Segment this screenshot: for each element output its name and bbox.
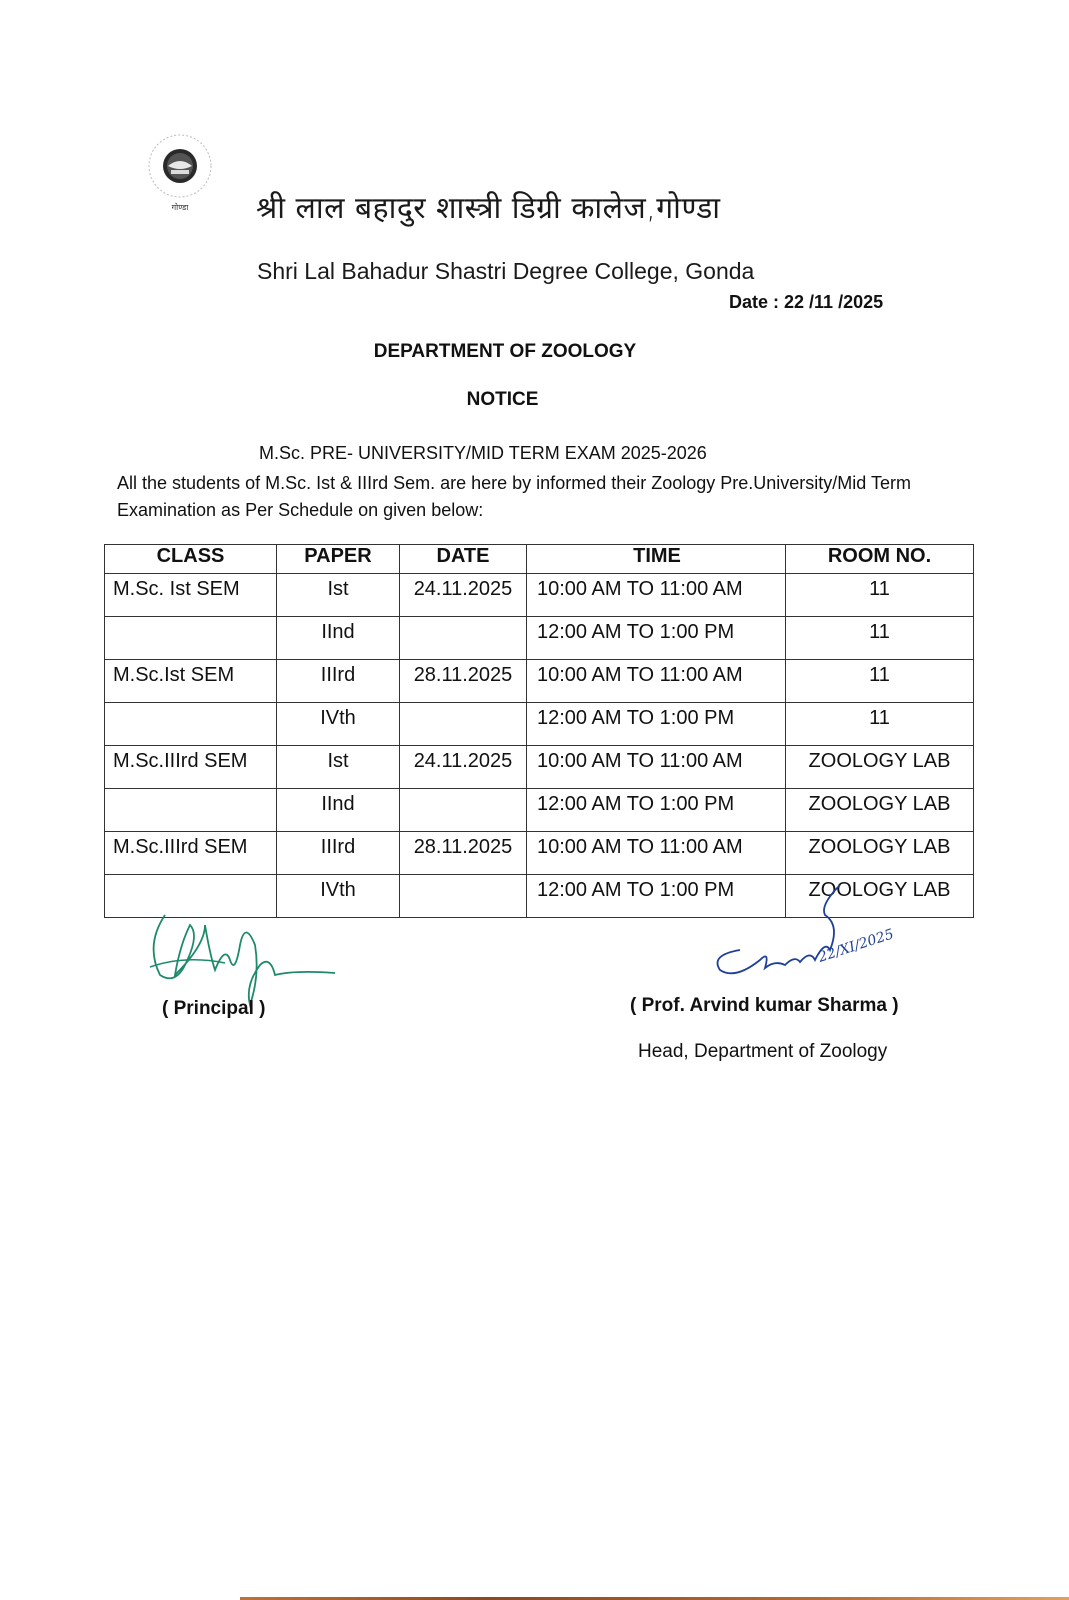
cell-class: M.Sc.IIIrd SEM xyxy=(105,832,277,875)
cell-time: 12:00 AM TO 1:00 PM xyxy=(527,789,786,832)
notice-date: Date : 22 /11 /2025 xyxy=(729,292,884,312)
cell-class: M.Sc.IIIrd SEM xyxy=(105,746,277,789)
cell-room: 11 xyxy=(786,617,974,660)
table-row xyxy=(105,703,974,746)
hod-signature-date: 22/XI/2025 xyxy=(816,926,896,966)
header-date: DATE xyxy=(400,545,527,574)
cell-date xyxy=(400,703,527,746)
cell-time: 10:00 AM TO 11:00 AM xyxy=(527,746,786,789)
cell-room: 11 xyxy=(786,574,974,617)
hod-title: Head, Department of Zoology xyxy=(638,1041,888,1062)
cell-date: 24.11.2025 xyxy=(400,574,527,617)
cell-paper: IInd xyxy=(277,617,400,660)
cell-time: 12:00 AM TO 1:00 PM xyxy=(527,703,786,746)
header-time: TIME xyxy=(527,545,786,574)
cell-time: 12:00 AM TO 1:00 PM xyxy=(527,875,786,918)
college-logo xyxy=(138,130,228,214)
hod-name: ( Prof. Arvind kumar Sharma ) xyxy=(630,995,899,1016)
cell-paper: IVth xyxy=(277,875,400,918)
exam-schedule-table xyxy=(104,544,974,918)
notice-heading: NOTICE xyxy=(466,389,539,410)
cell-class xyxy=(105,703,277,746)
cell-date: 28.11.2025 xyxy=(400,660,527,703)
header-room: ROOM NO. xyxy=(786,545,974,574)
cell-paper: IIIrd xyxy=(277,832,400,875)
logo-caption: गोण्डा xyxy=(171,203,189,212)
cell-room: ZOOLOGY LAB xyxy=(786,832,974,875)
cell-date: 24.11.2025 xyxy=(400,746,527,789)
cell-paper: IIIrd xyxy=(277,660,400,703)
cell-room: ZOOLOGY LAB xyxy=(786,789,974,832)
cell-paper: IVth xyxy=(277,703,400,746)
cell-date: 28.11.2025 xyxy=(400,832,527,875)
cell-paper: Ist xyxy=(277,746,400,789)
exam-title: M.Sc. PRE- UNIVERSITY/MID TERM EXAM 2025-2026 xyxy=(259,443,707,463)
table-row xyxy=(105,574,974,617)
table-row xyxy=(105,617,974,660)
header-class: CLASS xyxy=(105,545,277,574)
cell-date xyxy=(400,789,527,832)
table-row xyxy=(105,746,974,789)
table-row xyxy=(105,660,974,703)
cell-date xyxy=(400,875,527,918)
table-row xyxy=(105,789,974,832)
cell-room: 11 xyxy=(786,703,974,746)
cell-class xyxy=(105,789,277,832)
cell-class xyxy=(105,617,277,660)
cell-room: ZOOLOGY LAB xyxy=(786,746,974,789)
table-row xyxy=(105,832,974,875)
principal-label: ( Principal ) xyxy=(162,998,266,1019)
cell-class: M.Sc.Ist SEM xyxy=(105,660,277,703)
college-name-hindi: श्री लाल बहादुर शास्त्री डिग्री कालेज,गोण्डा xyxy=(256,191,721,226)
cell-time: 10:00 AM TO 11:00 AM xyxy=(527,832,786,875)
college-name-english: Shri Lal Bahadur Shastri Degree College, Gonda xyxy=(257,258,755,284)
cell-class: M.Sc. Ist SEM xyxy=(105,574,277,617)
cell-time: 12:00 AM TO 1:00 PM xyxy=(527,617,786,660)
department-heading: DEPARTMENT OF ZOOLOGY xyxy=(373,341,637,362)
header-paper: PAPER xyxy=(277,545,400,574)
cell-room: 11 xyxy=(786,660,974,703)
table-header-row xyxy=(105,545,974,574)
cell-time: 10:00 AM TO 11:00 AM xyxy=(527,660,786,703)
intro-paragraph: All the students of M.Sc. Ist & IIIrd Sem. are here by informed their Zoology Pre.University/Mid Term Examination as Per Schedule on given below: xyxy=(117,473,911,520)
hod-signature xyxy=(700,880,930,990)
cell-room: ZOOLOGY LAB xyxy=(786,875,974,918)
cell-paper: Ist xyxy=(277,574,400,617)
cell-date xyxy=(400,617,527,660)
cell-time: 10:00 AM TO 11:00 AM xyxy=(527,574,786,617)
cell-paper: IInd xyxy=(277,789,400,832)
